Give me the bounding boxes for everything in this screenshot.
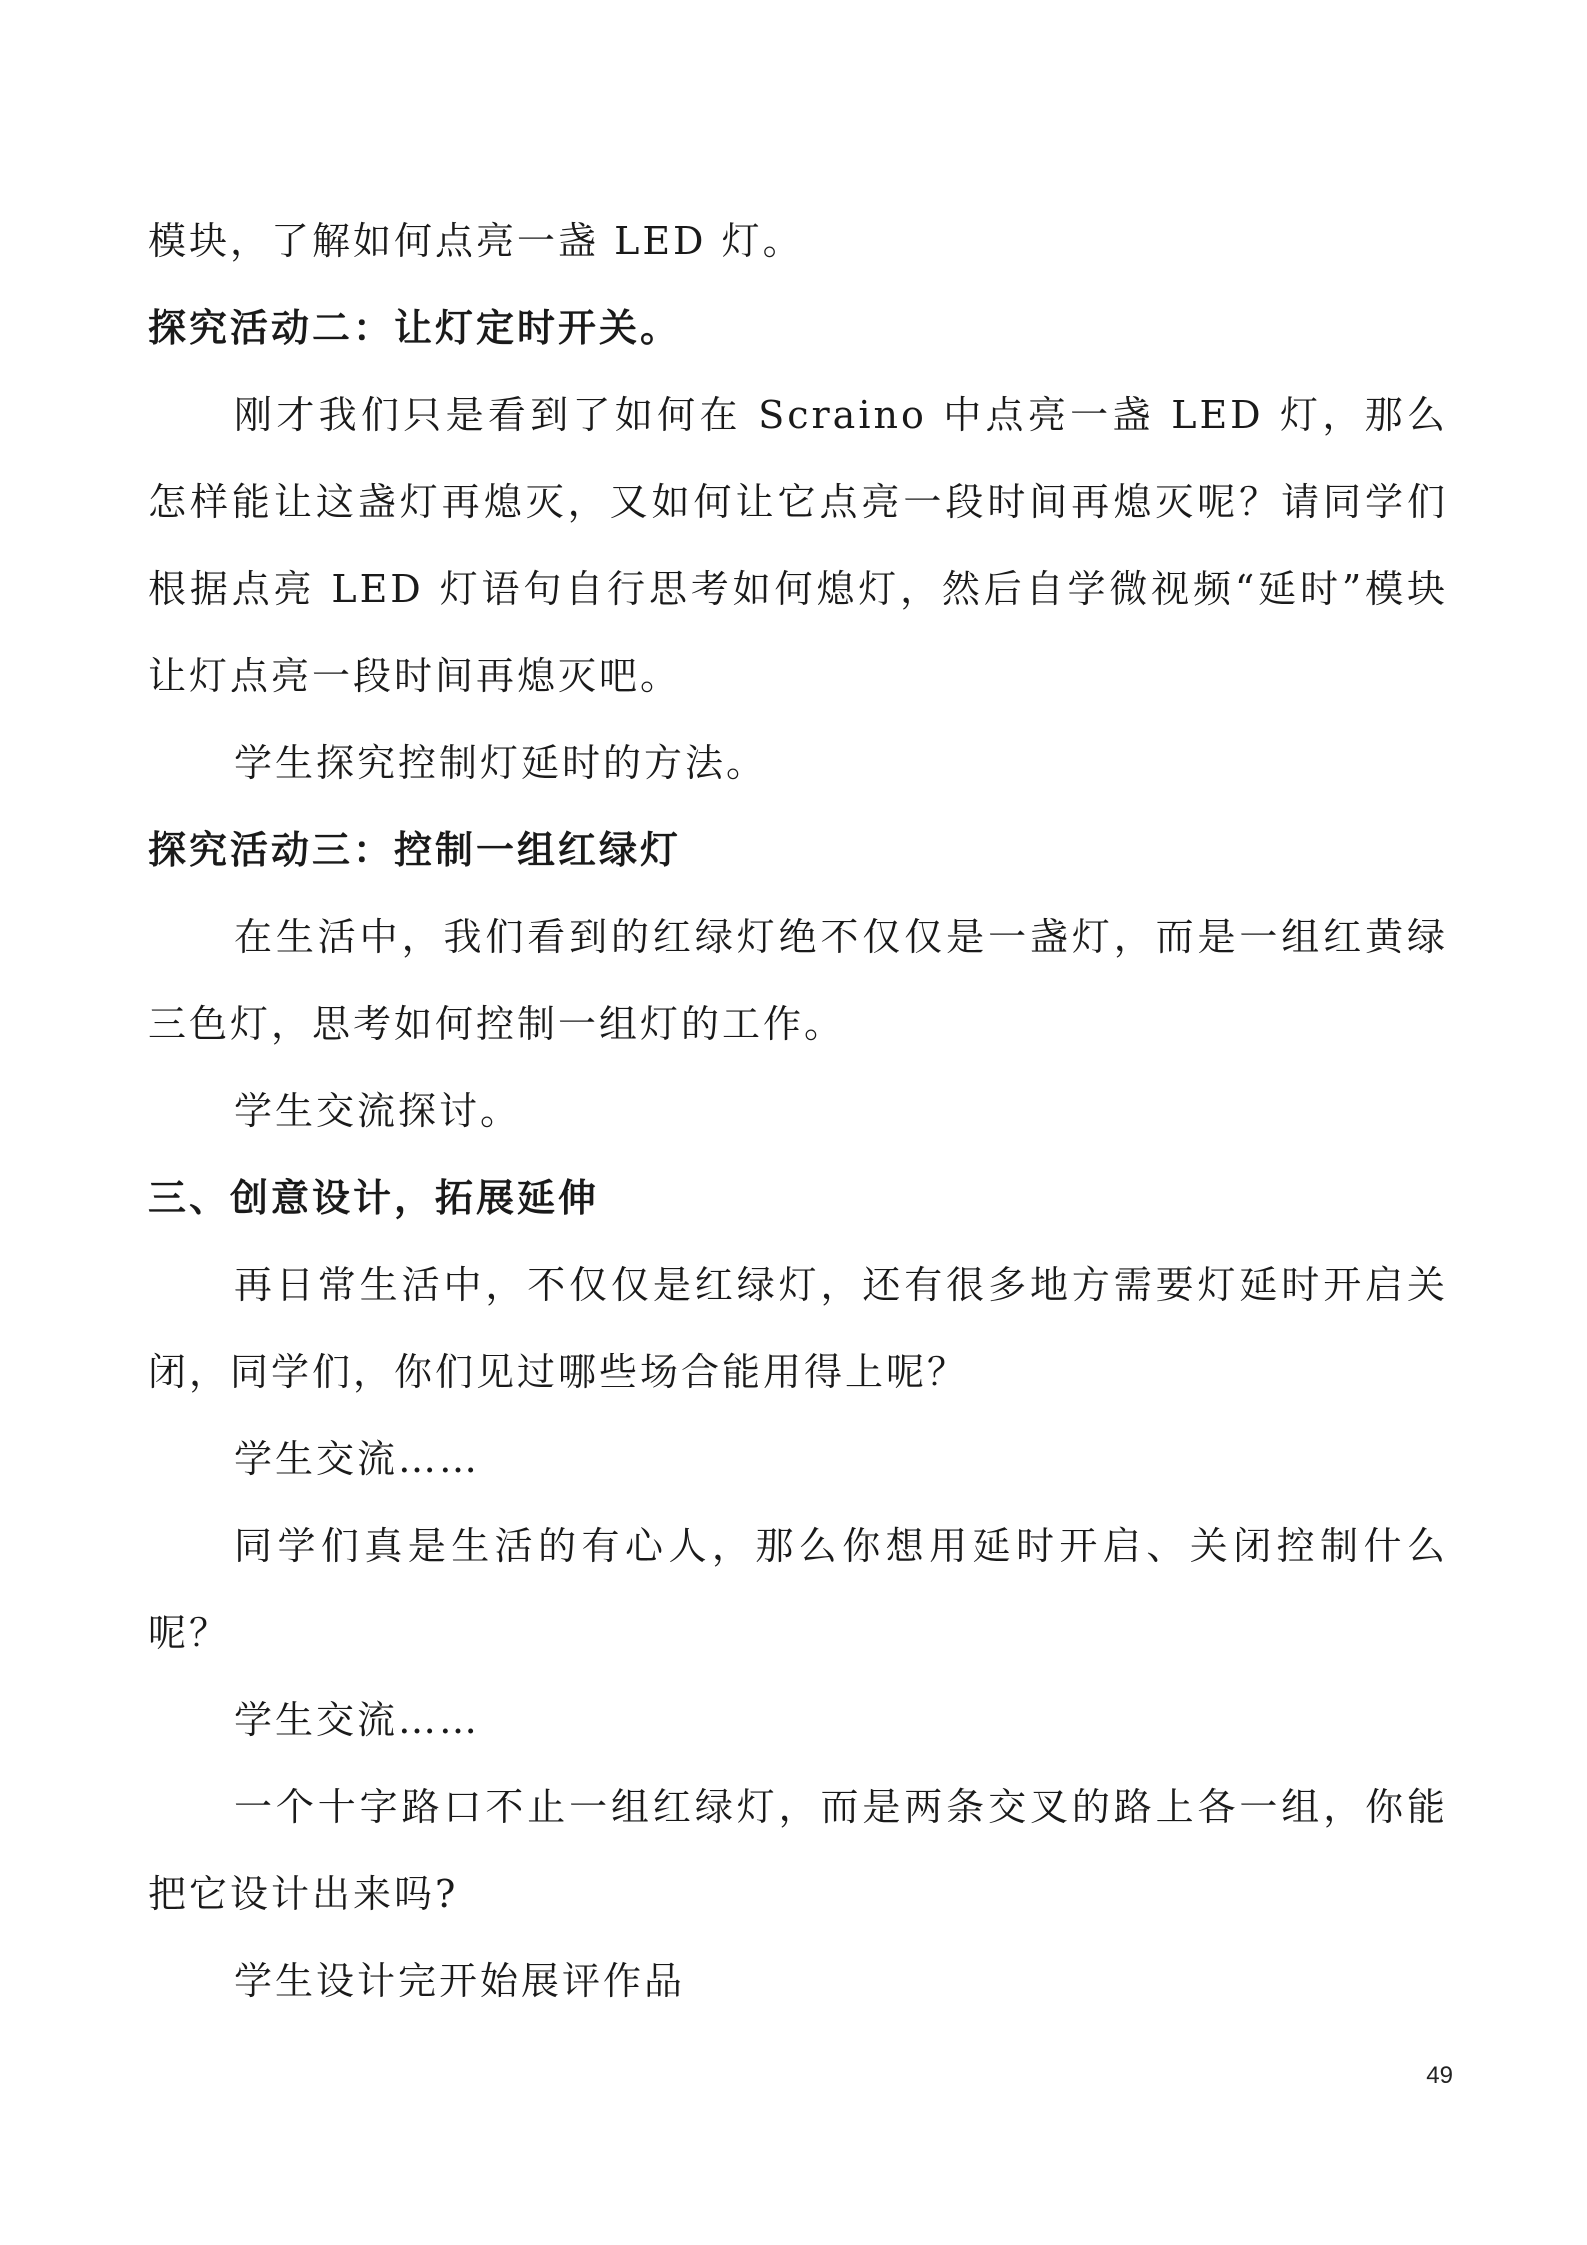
paragraph-student-showcase: 学生设计完开始展评作品 [234,1959,686,2003]
paragraph-control-question: 同学们真是生活的有心人，那么你想用延时开启、关闭控制什么呢？ [148,1524,1448,1655]
heading-activity-three: 探究活动三：控制一组红绿灯 [148,828,682,872]
paragraph-activity-three-intro: 在生活中，我们看到的红绿灯绝不仅仅是一盏灯，而是一组红黄绿三色灯，思考如何控制一组灯的工作。 [148,915,1448,1046]
document-body [148,198,1448,2025]
heading-section-three: 三、创意设计，拓展延伸 [148,1176,600,1220]
page-number: 49 [1426,2062,1453,2089]
paragraph-activity-two-intro: 刚才我们只是看到了如何在 Scraino 中点亮一盏 LED 灯，那么怎样能让这盏灯再熄灭，又如何让它点亮一段时间再熄灭呢？请同学们根据点亮 LED 灯语句自行思考如何熄灯，然后自学微视频“延时”模块让灯点亮一段时间再熄灭吧。 [148,393,1448,698]
heading-activity-two: 探究活动二：让灯定时开关。 [148,306,682,350]
paragraph-daily-life: 再日常生活中，不仅仅是红绿灯，还有很多地方需要灯延时开启关闭，同学们，你们见过哪些场合能用得上呢？ [148,1263,1448,1394]
paragraph-student-explore: 学生探究控制灯延时的方法。 [234,741,768,785]
paragraph-student-exchange-2: 学生交流…… [234,1698,481,1742]
paragraph-student-exchange-1: 学生交流…… [234,1437,481,1481]
paragraph-continuation: 模块，了解如何点亮一盏 LED 灯。 [148,219,804,263]
paragraph-crossroad-design: 一个十字路口不止一组红绿灯，而是两条交叉的路上各一组，你能把它设计出来吗? [148,1785,1448,1916]
paragraph-student-discuss: 学生交流探讨。 [234,1089,522,1133]
